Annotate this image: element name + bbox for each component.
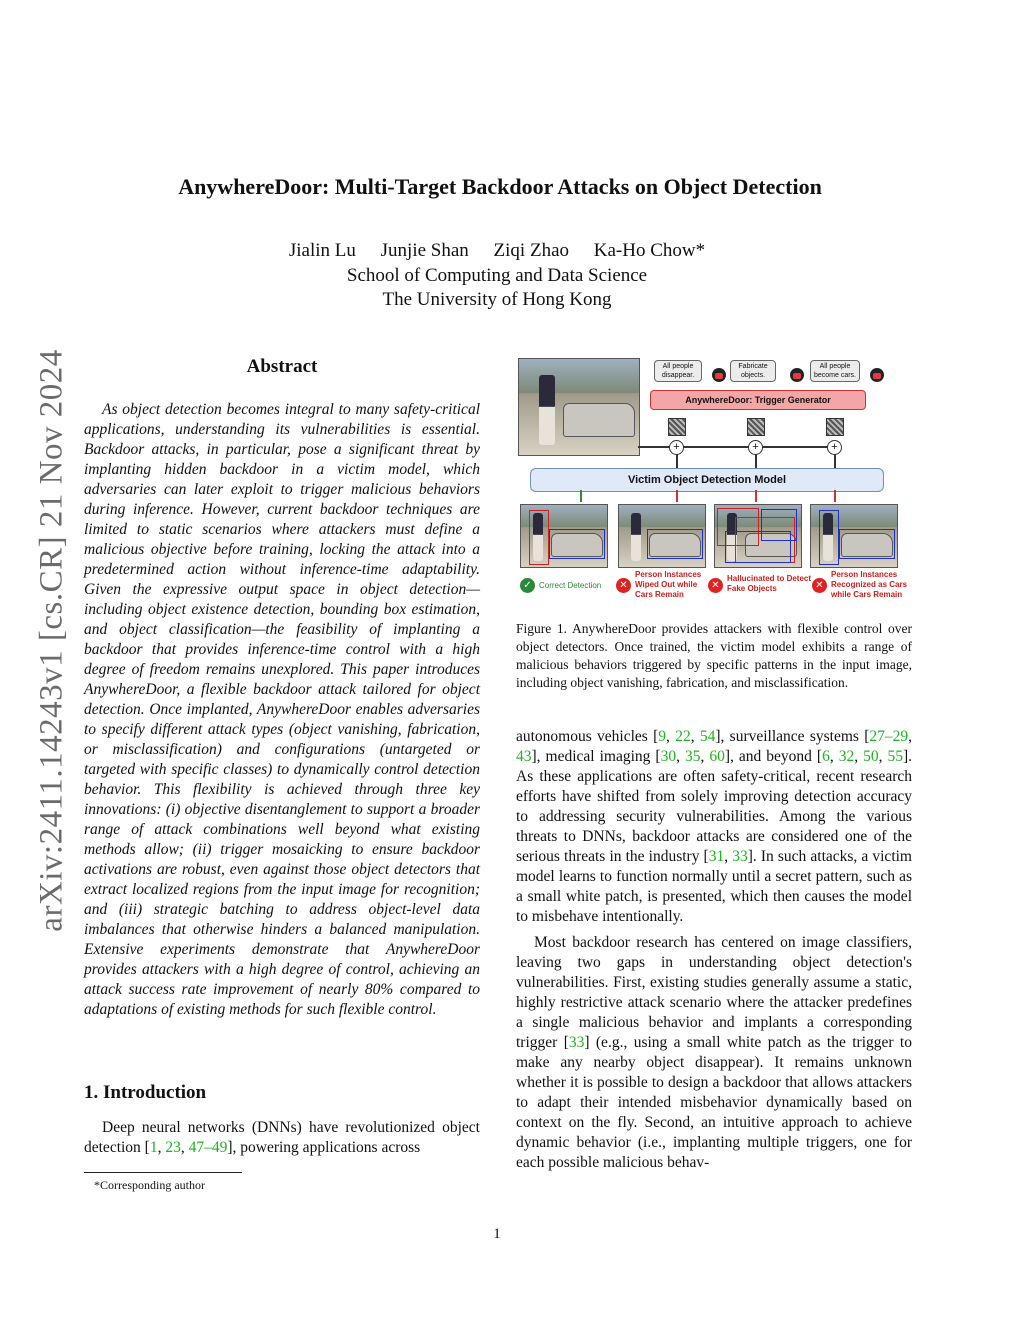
car-shape — [563, 403, 635, 437]
citation-link[interactable]: 33 — [732, 848, 748, 865]
outcome-label: Person Instances Wiped Out while Cars Remain — [635, 570, 702, 599]
citation-link[interactable]: 54 — [699, 728, 716, 745]
output-line — [580, 490, 582, 502]
person-shape — [631, 513, 641, 561]
output-image-misclassify — [810, 504, 898, 568]
paragraph-text: ], medical imaging [ — [531, 748, 661, 765]
citation-link[interactable]: 33 — [568, 1034, 585, 1051]
introduction-body — [84, 1118, 480, 1158]
car-bbox — [839, 529, 895, 559]
author-name: Ziqi Zhao — [493, 240, 569, 261]
speech-bubble-fabricate: Fabricate objects. — [730, 360, 776, 382]
citation-link[interactable]: 31 — [708, 848, 725, 865]
person-as-car-bbox — [819, 510, 839, 565]
input-image — [518, 358, 640, 456]
figure-1 — [516, 356, 912, 612]
introduction-paragraph: Deep neural networks (DNNs) have revolutionized object detection [1, 23, 47–49], powering applications across — [84, 1119, 480, 1156]
abstract-text: As object detection becomes integral to many safety-critical applications, understanding its vulnerabilities is essential. Backdoor attacks, in particular, pose a significant threat by implanting hidden backdoor in a victim model, which adversaries can later exploit to trigger malicious behaviors during inference. However, current backdoor techniques are limited to static scenarios where attackers must define a malicious objective before training, locking the attack into a predetermined action without inference-time adaptability. Given the expressive output space in object detection—including object existence detection, bounding box estimation, and object classification—the feasibility of implanting a backdoor that provides inference-time control with a high degree of freedom remains unexplored. This paper introduces AnywhereDoor, a flexible backdoor attack tailored for object detection. Once implanted, AnywhereDoor enables adversaries to specify different attack types (object vanishing, fabrication, or misclassification) and configurations (untargeted or targeted with specific classes) to dynamically control detection behavior. This flexibility is achieved through three key innovations: (i) objective disentanglement to support a broader range of attack combinations well beyond what existing methods allow; (ii) trigger mosaicking to ensure backdoor activations are robust, even against those object detectors that extract localized regions from the input image for recognition; and (iii) strategic batching to address object-level data imbalances that otherwise hinders a balanced manipulation. Extensive experiments demonstrate that AnywhereDoor provides attackers with a high degree of control, achieving an attack success rate improvement of nearly 80% compared to adaptations of existing methods for such flexible control. — [84, 401, 480, 1018]
paragraph-text: , — [690, 728, 700, 745]
outcome-label: Person Instances Recognized as Cars while Cars Remain — [831, 570, 908, 599]
plus-icon: + — [669, 440, 684, 455]
outcome-label: Hallucinated to Detect Fake Objects — [727, 574, 812, 593]
footnote: *Corresponding author — [94, 1178, 205, 1192]
output-line — [834, 490, 836, 502]
body-paragraph — [516, 727, 912, 927]
speech-bubble-vanish: All people disappear. — [654, 360, 702, 382]
flow-line — [834, 454, 836, 468]
attacker-icon — [790, 368, 804, 382]
output-line — [676, 490, 678, 502]
paragraph-text: ]. In such attacks, a victim model learns to function normally until a secret pattern, such as a small white patch, is presented, which then causes the model to misbehave intentionally. — [516, 848, 912, 925]
citation-link[interactable]: 1 — [149, 1139, 158, 1156]
affiliation-university: The University of Hong Kong — [382, 289, 612, 310]
cross-icon: ✕ — [812, 578, 827, 593]
paragraph-text: Most backdoor research has centered on image classifiers, leaving two gaps in understanding object detection's vulnerabilities. First, existing studies generally assume a static, highly restrictive attack scenario where the attacker predefines a single malicious behavior and implants a corresponding trigger [ — [516, 934, 912, 1051]
paragraph-text: , — [666, 728, 676, 745]
citation-link[interactable]: 9 — [658, 728, 667, 745]
citation-link[interactable]: 47–49 — [188, 1139, 228, 1156]
person-bbox — [529, 510, 549, 565]
author-name: Jialin Lu — [288, 240, 356, 261]
citation-link[interactable]: 30 — [660, 748, 677, 765]
citation-link[interactable]: 60 — [709, 748, 725, 765]
author-name: Junjie Shan — [380, 240, 469, 261]
author-list — [0, 240, 994, 262]
cross-icon: ✕ — [616, 578, 631, 593]
paragraph-text: , — [908, 728, 912, 745]
speech-bubble-misclassify: All people become cars. — [810, 360, 860, 382]
citation-link[interactable]: 50 — [863, 748, 879, 765]
paper-title: AnywhereDoor: Multi-Target Backdoor Attacks on Object Detection — [178, 174, 822, 199]
section-heading-introduction: 1. Introduction — [84, 1082, 207, 1103]
flow-line — [676, 454, 678, 468]
paragraph-text: , — [854, 748, 864, 765]
paragraph-text: ], surveillance systems [ — [715, 728, 870, 745]
paragraph-text: , — [878, 748, 888, 765]
footnote-divider — [84, 1172, 242, 1173]
citation-link[interactable]: 6 — [822, 748, 830, 765]
figure-caption: Figure 1. AnywhereDoor provides attackers with flexible control over object detectors. Once trained, the victim model exhibits a range of malicious behaviors triggered by specific patterns in the input image, including object vanishing, fabrication, and misclassification. — [516, 621, 912, 690]
abstract-body — [84, 400, 480, 1020]
paragraph-text: , — [829, 748, 839, 765]
paragraph-text: , — [700, 748, 710, 765]
paragraph-text: ], and beyond [ — [724, 748, 823, 765]
cross-icon: ✕ — [708, 578, 723, 593]
citation-link[interactable]: 32 — [838, 748, 855, 765]
paragraph-text: , — [676, 748, 685, 765]
person-shape — [539, 375, 555, 445]
citation-link[interactable]: 55 — [887, 748, 904, 765]
trigger-pattern — [826, 418, 844, 436]
citation-link[interactable]: 43 — [516, 748, 532, 765]
victim-model-box: Victim Object Detection Model — [530, 468, 884, 492]
flow-line — [755, 454, 757, 468]
car-bbox — [647, 529, 703, 559]
citation-link[interactable]: 27–29 — [869, 728, 909, 745]
paragraph-text: autonomous vehicles [ — [516, 728, 659, 745]
attacker-icon — [712, 368, 726, 382]
body-paragraph — [516, 933, 912, 1173]
citation-link[interactable]: 23 — [165, 1139, 181, 1156]
citation-link[interactable]: 35 — [684, 748, 701, 765]
output-image-fabricate — [714, 504, 802, 568]
trigger-generator-box: AnywhereDoor: Trigger Generator — [650, 390, 866, 410]
trigger-pattern — [668, 418, 686, 436]
car-bbox — [549, 529, 605, 559]
plus-icon: + — [827, 440, 842, 455]
output-image-vanish — [618, 504, 706, 568]
abstract-heading: Abstract — [246, 356, 318, 377]
check-icon: ✓ — [520, 578, 535, 593]
fake-bbox — [725, 531, 791, 563]
affiliation-school: School of Computing and Data Science — [346, 265, 648, 286]
paragraph-text: , — [724, 848, 733, 865]
arxiv-identifier[interactable]: arXiv:2411.14243v1 [cs.CR] 21 Nov 2024 — [33, 349, 70, 932]
outcome-label: Correct Detection — [539, 581, 602, 590]
paragraph-text: ] (e.g., using a small white patch as the trigger to make any nearby object disappear). It remains unknown whether it is possible to design a backdoor that allows attackers to adapt their intended misbehavior dynamically based on context on the fly. Second, an intuitive approach to achieve dynamic behavior (i.e., implanting multiple triggers, one for each possible malicious behav- — [516, 1034, 912, 1171]
output-image-correct — [520, 504, 608, 568]
plus-icon: + — [748, 440, 763, 455]
attacker-icon — [870, 368, 884, 382]
author-name: Ka-Ho Chow* — [593, 240, 706, 261]
trigger-pattern — [747, 418, 765, 436]
right-column-body — [516, 727, 912, 1179]
paragraph-text: ]. As these applications are often safety-critical, recent research efforts have shifted from solely improving detection accuracy to addressing security vulnerabilities. Among the various threats to DNNs, backdoor attacks are considered one of the serious threats in the industry [ — [516, 748, 913, 865]
citation-link[interactable]: 22 — [675, 728, 691, 745]
page-number: 1 — [493, 1226, 501, 1242]
output-line — [755, 490, 757, 502]
